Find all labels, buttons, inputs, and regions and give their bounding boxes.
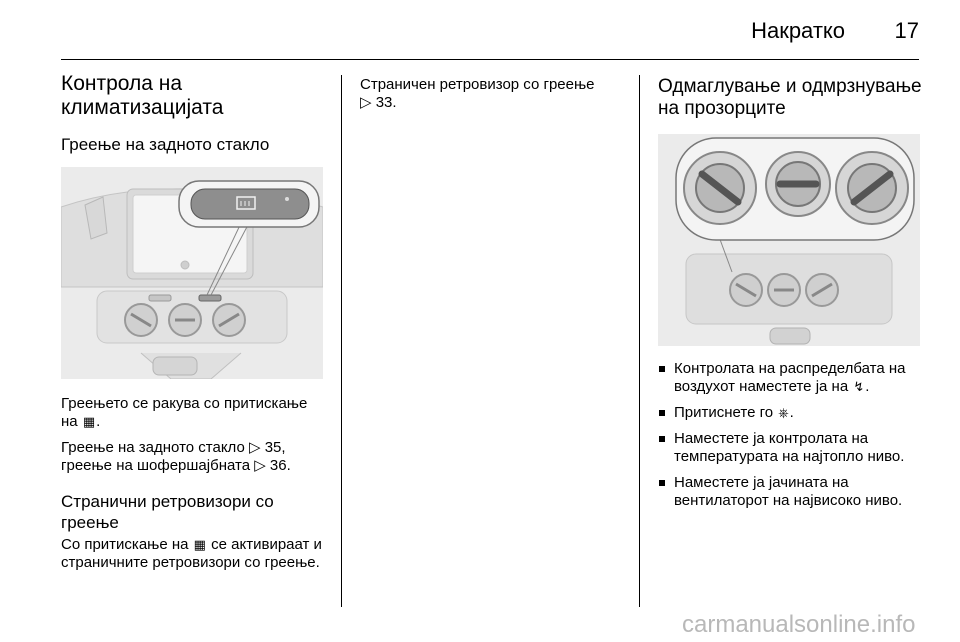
list-item <box>658 430 924 466</box>
paragraph-side-mirror <box>360 76 620 112</box>
header-rule <box>61 59 919 60</box>
list-item <box>658 360 924 396</box>
windscreen-defrost-icon: ⎈ <box>778 405 789 420</box>
paragraph-mirrors <box>61 536 327 572</box>
column-right <box>658 72 924 518</box>
subsection-heading: Греење на задното стакло <box>61 135 270 154</box>
list-item <box>658 404 924 422</box>
paragraph-rear-heat-text: Греењето се ракува со притискање на <box>61 395 308 430</box>
bullet-text: Наместете ја контролата на температурата на најтопло ниво. <box>674 430 905 465</box>
section-heading: Контрола на климатизацијата <box>61 72 224 119</box>
side-mirror-text: Страничен ретровизор со греење <box>360 76 595 93</box>
paragraph-mirrors-rest: се активираат и страничните ретровизори со греење. <box>61 536 322 571</box>
watermark: carmanualsonline.info <box>682 611 916 638</box>
bullet-end: . <box>789 404 794 421</box>
list-item <box>658 474 924 510</box>
figure-rear-window-button <box>61 167 323 379</box>
section-heading-defrost: Одмаглување и одмрзнување на прозорците <box>658 76 922 119</box>
reference-arrow-icon: ▷ <box>249 439 261 456</box>
column-rule-1 <box>341 75 342 607</box>
bullet-text: Контролата на распределбата на воздухот наместете ја на <box>674 360 906 395</box>
bullet-end: . <box>865 378 870 395</box>
paragraph-mirrors-start: Со притискање на <box>61 536 189 553</box>
bullet-text: Наместете ја јачината на вентилаторот на највисоко ниво. <box>674 474 903 509</box>
paragraph-rear-heat <box>61 395 327 431</box>
paragraph-references <box>61 439 327 475</box>
page-number: 17 <box>894 18 919 43</box>
air-distribution-windscreen-icon: ↯ <box>853 379 865 394</box>
running-header-title: Накратко <box>751 18 845 43</box>
bullet-text: Притиснете го <box>674 404 774 421</box>
figure-climate-controls <box>658 134 920 346</box>
reference-arrow-icon: ▷ <box>254 457 266 474</box>
ref-rear-page: 35, <box>264 439 286 456</box>
subsection-heading-mirrors: Странични ретровизори со греење <box>61 492 274 532</box>
side-mirror-ref: 33. <box>375 94 397 111</box>
column-rule-2 <box>639 75 640 607</box>
paragraph-rear-heat-end: . <box>96 413 101 430</box>
reference-arrow-icon: ▷ <box>360 94 372 111</box>
ref-rear-label: Греење на задното стакло <box>61 439 245 456</box>
ref-windscreen-page: 36. <box>269 457 291 474</box>
instruction-list <box>658 360 924 510</box>
column-middle <box>360 72 620 112</box>
rear-window-heat-icon: ▦ <box>193 537 206 552</box>
column-left <box>61 72 327 572</box>
ref-windscreen-label: греење на шофершајбната <box>61 457 251 474</box>
rear-window-heat-icon: ▦ <box>82 414 96 429</box>
